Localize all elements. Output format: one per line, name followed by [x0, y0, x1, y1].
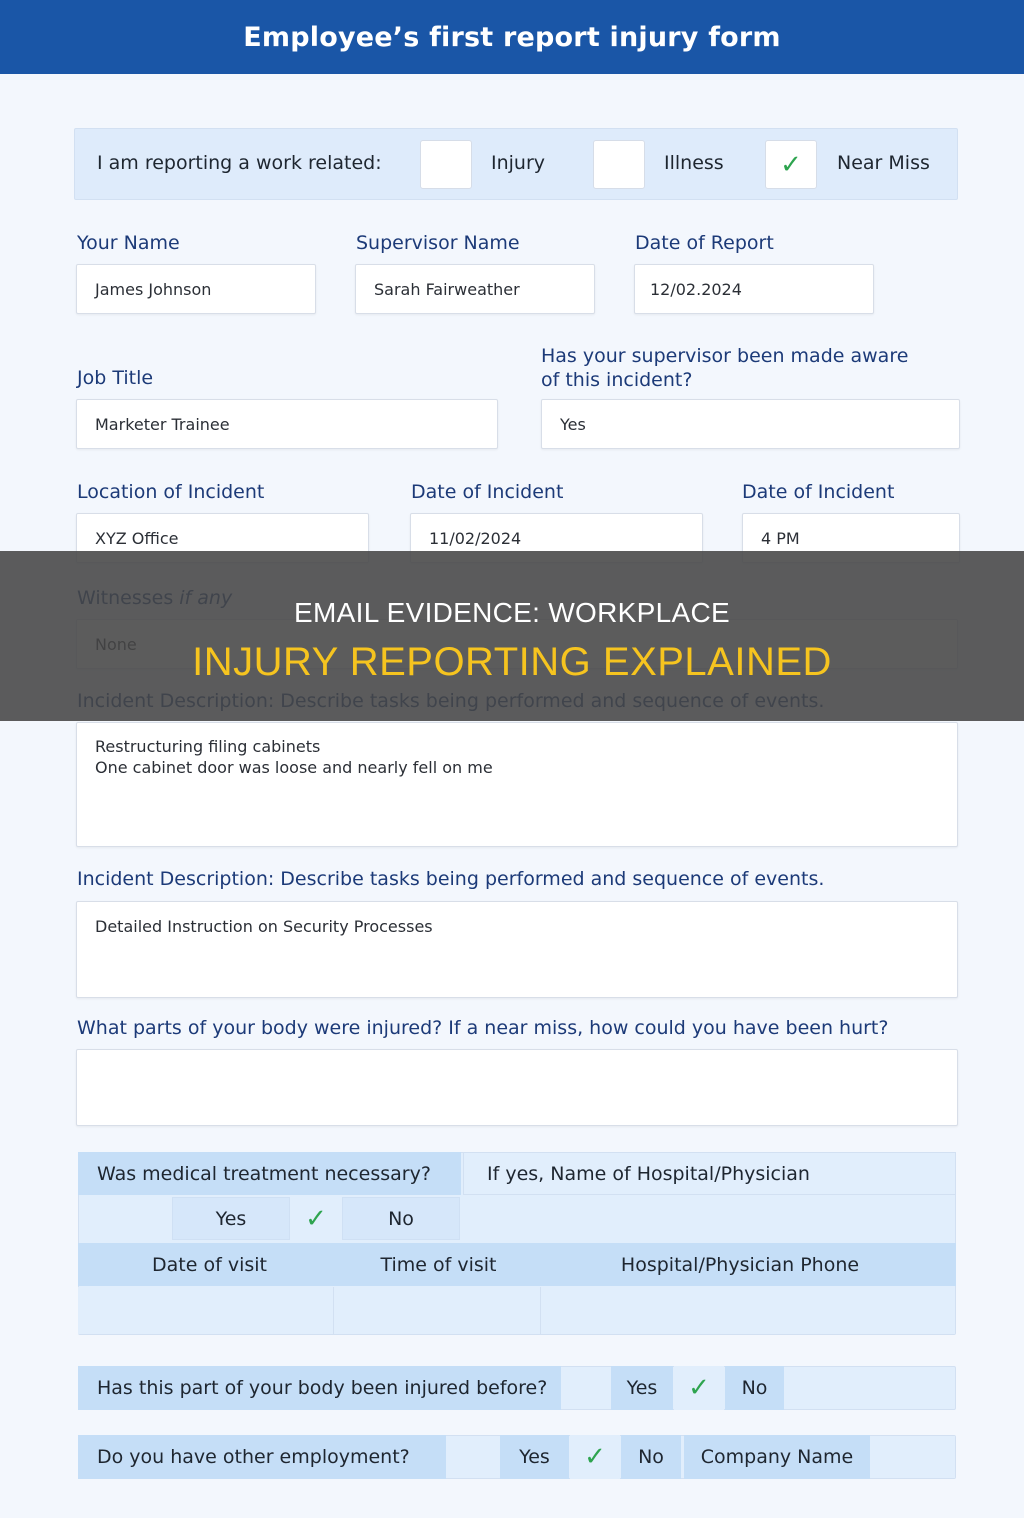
supervisor-aware-label-line1: Has your supervisor been made aware: [541, 345, 909, 367]
time-of-incident-field[interactable]: 4 PM: [742, 513, 960, 563]
other-employment-yes-check[interactable]: [570, 1435, 620, 1479]
report-type-question: I am reporting a work related:: [97, 152, 382, 174]
medical-question: Was medical treatment necessary?: [78, 1152, 461, 1195]
report-type-bar: [74, 128, 958, 200]
illness-label: Illness: [664, 152, 724, 174]
time-of-visit-cell[interactable]: [335, 1287, 541, 1334]
date-of-incident-label: Date of Incident: [411, 481, 564, 503]
body-parts-textarea[interactable]: [76, 1049, 958, 1126]
medical-yes-option[interactable]: Yes: [172, 1197, 290, 1240]
incident-description-line-1: Restructuring filing cabinets: [95, 737, 321, 756]
near-miss-label: Near Miss: [837, 152, 930, 174]
time-of-visit-header: Time of visit: [380, 1253, 497, 1276]
overlay-title-line2: INJURY REPORTING EXPLAINED: [192, 640, 832, 684]
checkmark-icon: ✓: [584, 1442, 606, 1472]
date-of-report-label: Date of Report: [635, 232, 774, 254]
company-name-field[interactable]: [871, 1436, 955, 1478]
overlay-title-line1: EMAIL EVIDENCE: WORKPLACE: [294, 597, 730, 628]
date-of-visit-cell[interactable]: [78, 1287, 334, 1334]
illness-checkbox[interactable]: [593, 140, 645, 189]
location-label: Location of Incident: [77, 481, 265, 503]
time-of-incident-label: Date of Incident: [742, 481, 895, 503]
job-title-label: Job Title: [77, 367, 154, 389]
your-name-label: Your Name: [77, 232, 180, 254]
supervisor-name-field[interactable]: Sarah Fairweather: [355, 264, 595, 314]
injured-before-no-option[interactable]: No: [725, 1366, 784, 1410]
other-employment-question: Do you have other employment?: [78, 1435, 446, 1479]
injured-before-yes-option[interactable]: Yes: [611, 1366, 673, 1410]
injury-label: Injury: [491, 152, 546, 174]
hospital-phone-cell[interactable]: [542, 1287, 955, 1334]
incident-description-textarea-1[interactable]: [76, 722, 958, 847]
other-employment-yes-option[interactable]: Yes: [500, 1435, 569, 1479]
medical-yes-check[interactable]: [291, 1197, 341, 1240]
medical-no-option[interactable]: No: [342, 1197, 460, 1240]
incident-description-line-2: One cabinet door was loose and nearly fell on me: [95, 758, 493, 777]
job-title-field[interactable]: Marketer Trainee: [76, 399, 498, 449]
injured-before-yes-check[interactable]: [674, 1366, 724, 1410]
form-header: [0, 0, 1024, 74]
near-miss-checkbox[interactable]: [765, 140, 817, 189]
checkmark-icon: ✓: [305, 1203, 327, 1234]
date-of-report-field[interactable]: 12/02.2024: [634, 264, 874, 314]
injury-checkbox[interactable]: [420, 140, 472, 189]
location-field[interactable]: XYZ Office: [76, 513, 369, 563]
body-parts-label: What parts of your body were injured? If a near miss, how could you have been hurt?: [77, 1017, 889, 1039]
company-name-label: Company Name: [684, 1435, 870, 1479]
incident-description-textarea-2[interactable]: Detailed Instruction on Security Processes: [76, 901, 958, 998]
hospital-phone-header: Hospital/Physician Phone: [620, 1253, 860, 1276]
supervisor-aware-field[interactable]: Yes: [541, 399, 960, 449]
other-employment-no-option[interactable]: No: [621, 1435, 681, 1479]
injured-before-question: Has this part of your body been injured before?: [78, 1366, 561, 1410]
checkmark-icon: ✓: [780, 149, 802, 180]
date-of-incident-field[interactable]: 11/02/2024: [410, 513, 703, 563]
incident-description-label-2: Incident Description: Describe tasks being performed and sequence of events.: [77, 868, 825, 890]
hospital-name-field[interactable]: If yes, Name of Hospital/Physician: [463, 1152, 956, 1195]
form-title: Employee’s first report injury form: [243, 21, 781, 53]
your-name-field[interactable]: James Johnson: [76, 264, 316, 314]
supervisor-aware-label-line2: of this incident?: [541, 369, 693, 391]
checkmark-icon: ✓: [688, 1373, 710, 1403]
supervisor-name-label: Supervisor Name: [356, 232, 520, 254]
title-overlay: [0, 551, 1024, 721]
date-of-visit-header: Date of visit: [152, 1253, 267, 1276]
